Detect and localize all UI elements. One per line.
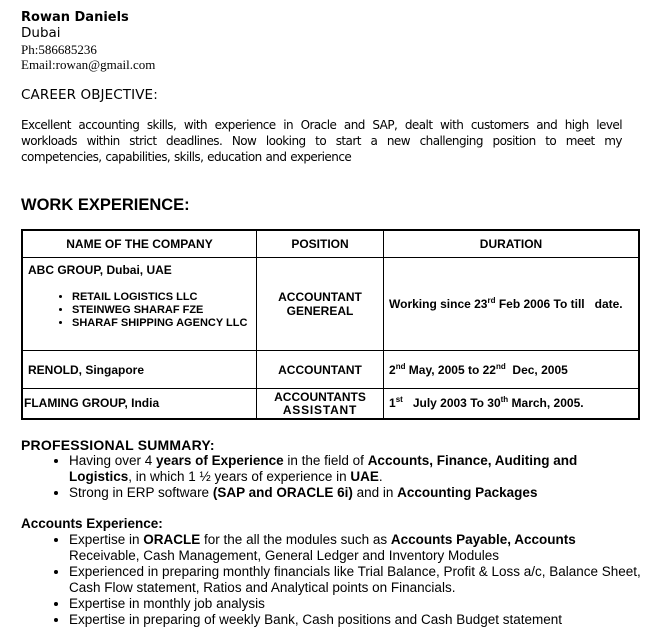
sub-company-list	[28, 291, 251, 330]
duration-text: 2	[389, 362, 396, 377]
bold-text: Accounts Payable, Accounts	[390, 532, 576, 547]
position-line: GENEREAL	[286, 304, 354, 318]
duration-cell	[384, 389, 640, 420]
column-header-duration: DURATION	[384, 230, 640, 258]
bold-text: (SAP and ORACLE 6i)	[212, 485, 353, 500]
career-objective-heading: CAREER OBJECTIVE:	[21, 87, 158, 103]
text: , in which 1 ½ years of experience in	[128, 469, 351, 484]
ordinal-suffix: st	[395, 395, 403, 404]
text: Expertise in	[69, 532, 144, 547]
sub-company-item: • RETAIL LOGISTICS LLC	[72, 291, 251, 304]
ordinal-suffix: th	[500, 395, 509, 404]
company-name: RENOLD, Singapore	[28, 362, 145, 377]
duration-text: 1	[389, 396, 396, 410]
list-item	[69, 453, 629, 485]
work-experience-table	[21, 229, 640, 420]
list-item	[69, 532, 649, 564]
text: and in	[352, 485, 398, 500]
table-row	[22, 258, 639, 351]
list-item	[69, 564, 649, 596]
text: .	[378, 469, 383, 484]
ordinal-suffix: nd	[495, 361, 506, 371]
duration-text: Dec, 2005	[505, 362, 568, 377]
professional-summary-list	[21, 453, 629, 501]
bold-text: Accounting Packages	[397, 485, 538, 500]
candidate-email: Email:rowan@gmail.com	[21, 57, 156, 72]
professional-summary-heading: PROFESSIONAL SUMMARY:	[21, 437, 215, 453]
bold-text: Accounts, Finance, Auditing and Logistics	[69, 453, 578, 484]
candidate-city: Dubai	[21, 25, 61, 41]
company-cell	[22, 258, 257, 351]
accounts-experience-heading: Accounts Experience:	[21, 516, 163, 531]
duration-cell	[384, 351, 640, 389]
bold-text: years of Experience	[156, 453, 284, 468]
position-cell	[257, 389, 384, 420]
ordinal-suffix: rd	[487, 296, 496, 305]
candidate-name: Rowan Daniels	[21, 10, 129, 25]
text: in the field of	[283, 453, 368, 468]
position-cell	[257, 351, 384, 389]
ordinal-suffix: nd	[395, 361, 406, 371]
list-item	[69, 612, 649, 628]
sub-company-item: • STEINWEG SHARAF FZE	[72, 304, 251, 317]
bold-text: ORACLE	[143, 532, 201, 547]
career-objective-text: Excellent accounting skills, with experience in Oracle and SAP, dealt with customers and high level workloads within strict deadlines. Now looking to start a new challenging position to meet my competencies, capabilities, skills, education and experience	[21, 118, 622, 164]
text: Expertise in preparing of weekly Bank, Cash positions and Cash Budget statement	[69, 612, 563, 627]
text: Strong in ERP software	[69, 485, 213, 500]
duration-cell	[384, 258, 640, 351]
sub-company-item: • SHARAF SHIPPING AGENCY LLC	[72, 317, 251, 330]
company-cell	[22, 389, 257, 420]
table-header-row	[22, 230, 639, 258]
company-name: FLAMING GROUP, India	[24, 396, 160, 410]
duration-text: May, 2005 to 22	[405, 362, 496, 377]
company-name: ABC GROUP, Dubai, UAE	[28, 262, 172, 277]
text: Expertise in monthly job analysis	[69, 596, 265, 611]
column-header-position: POSITION	[257, 230, 384, 258]
position-line: ACCOUNTANT	[278, 362, 362, 377]
column-header-company: NAME OF THE COMPANY	[22, 230, 257, 258]
text: Receivable, Cash Management, General Ledger and Inventory Modules	[69, 548, 500, 563]
bold-text: UAE	[350, 469, 379, 484]
text: Having over 4	[69, 453, 157, 468]
candidate-phone: Ph:586685236	[21, 42, 97, 57]
text: for the all the modules such as	[200, 532, 391, 547]
table-row	[22, 351, 639, 389]
work-experience-heading: WORK EXPERIENCE:	[21, 196, 190, 214]
position-line: ACCOUNTANT	[278, 290, 362, 304]
position-line: ASSISTANT	[282, 402, 358, 417]
duration-text: March, 2005.	[508, 396, 584, 410]
table-row	[22, 389, 639, 420]
company-cell	[22, 351, 257, 389]
list-item	[69, 596, 649, 612]
position-line: ACCOUNTANTS	[274, 389, 366, 404]
duration-text: July 2003 To 30	[402, 396, 501, 410]
duration-text: Feb 2006 To till date.	[495, 297, 623, 311]
list-item	[69, 485, 629, 501]
duration-text: Working since 23	[389, 297, 488, 311]
position-cell	[257, 258, 384, 351]
accounts-experience-list	[21, 532, 649, 628]
text: Experienced in preparing monthly financials like Trial Balance, Profit & Loss a/c, Balance Sheet, Cash Flow statement, Ratios and Analytical points on Financials.	[69, 564, 641, 595]
